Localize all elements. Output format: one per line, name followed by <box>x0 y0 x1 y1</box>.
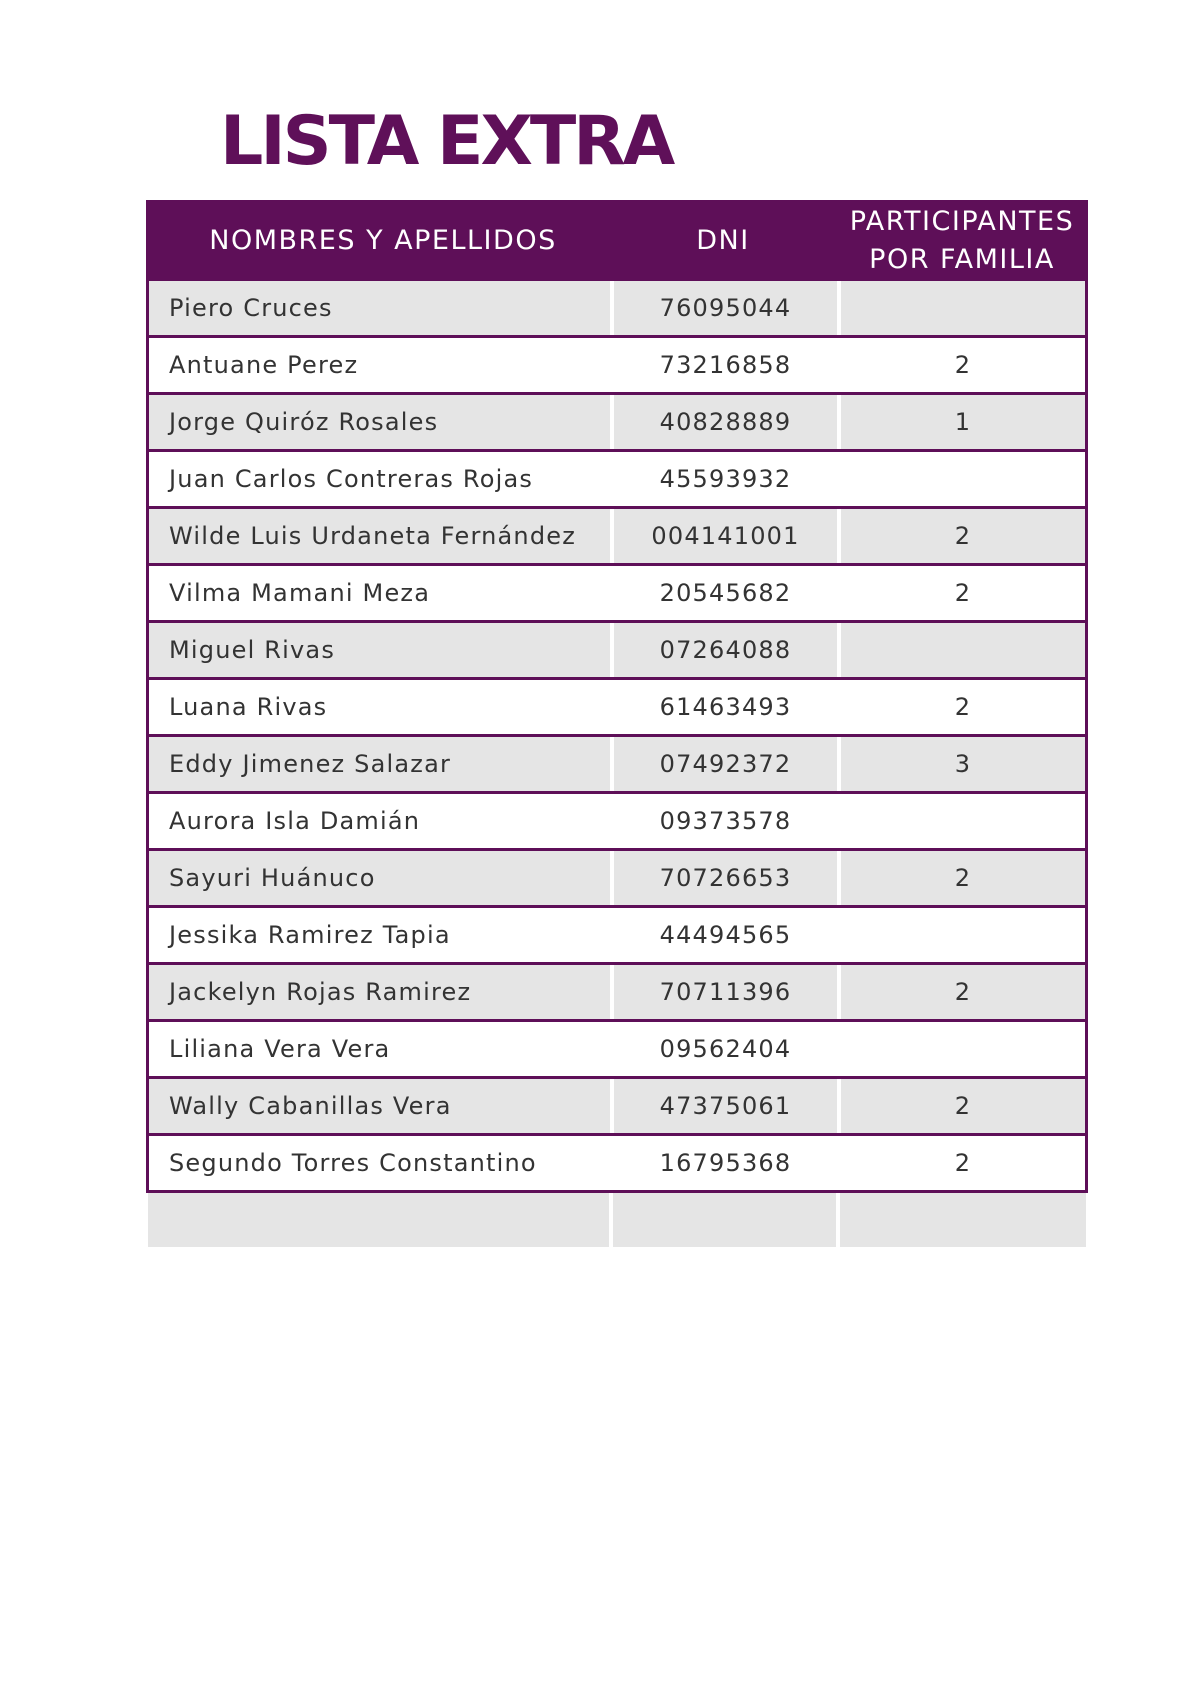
page-title: LISTA EXTRA <box>220 102 673 181</box>
table-row <box>149 566 1085 623</box>
dni-cell: 47375061 <box>610 1079 837 1133</box>
table-row <box>149 737 1085 794</box>
dni-cell: 09373578 <box>610 794 837 848</box>
participants-cell: 2 <box>837 1136 1085 1190</box>
dni-cell: 20545682 <box>610 566 837 620</box>
dni-cell: 61463493 <box>610 680 837 734</box>
dni-cell: 73216858 <box>610 338 837 392</box>
table-row <box>149 1136 1085 1193</box>
participants-cell <box>837 281 1085 335</box>
table-row <box>149 1079 1085 1136</box>
participants-cell <box>837 908 1085 962</box>
participants-cell <box>837 452 1085 506</box>
header-participants-line2: POR FAMILIA <box>869 243 1055 275</box>
dni-cell: 004141001 <box>610 509 837 563</box>
participants-table <box>146 200 1088 1247</box>
participants-cell <box>837 794 1085 848</box>
empty-dni-cell <box>609 1193 836 1247</box>
table-row <box>149 1022 1085 1079</box>
participants-cell: 2 <box>837 851 1085 905</box>
name-cell: Eddy Jimenez Salazar <box>169 750 452 778</box>
table-row <box>149 794 1085 851</box>
dni-cell: 44494565 <box>610 908 837 962</box>
dni-cell: 07492372 <box>610 737 837 791</box>
table-row <box>149 281 1085 338</box>
name-cell: Wilde Luis Urdaneta Fernández <box>169 522 577 550</box>
header-dni: DNI <box>696 224 750 256</box>
table-row <box>149 452 1085 509</box>
table-row <box>149 680 1085 737</box>
name-cell: Jorge Quiróz Rosales <box>169 408 439 436</box>
participants-cell: 2 <box>837 1079 1085 1133</box>
empty-table-row <box>148 1193 1086 1247</box>
table-row <box>149 623 1085 680</box>
dni-cell: 45593932 <box>610 452 837 506</box>
dni-cell: 70711396 <box>610 965 837 1019</box>
table-row <box>149 851 1085 908</box>
empty-participants-cell <box>836 1193 1086 1247</box>
name-cell: Piero Cruces <box>169 294 333 322</box>
dni-cell: 76095044 <box>610 281 837 335</box>
dni-cell: 09562404 <box>610 1022 837 1076</box>
participants-cell <box>837 1022 1085 1076</box>
header-participants-line1: PARTICIPANTES <box>849 205 1075 237</box>
table-header <box>146 200 1088 281</box>
table-row <box>149 395 1085 452</box>
participants-cell: 2 <box>837 680 1085 734</box>
name-cell: Vilma Mamani Meza <box>169 579 431 607</box>
dni-cell: 70726653 <box>610 851 837 905</box>
dni-cell: 07264088 <box>610 623 837 677</box>
dni-cell: 40828889 <box>610 395 837 449</box>
participants-cell <box>837 623 1085 677</box>
header-participants <box>836 200 1088 281</box>
participants-cell: 2 <box>837 338 1085 392</box>
table-body <box>146 281 1088 1193</box>
header-name: NOMBRES Y APELLIDOS <box>209 224 557 256</box>
name-cell: Jessika Ramirez Tapia <box>169 921 451 949</box>
name-cell: Luana Rivas <box>169 693 328 721</box>
name-cell: Jackelyn Rojas Ramirez <box>169 978 472 1006</box>
name-cell: Segundo Torres Constantino <box>169 1149 537 1177</box>
name-cell: Sayuri Huánuco <box>169 864 376 892</box>
table-row <box>149 965 1085 1022</box>
table-row <box>149 908 1085 965</box>
name-cell: Antuane Perez <box>169 351 359 379</box>
empty-name-cell <box>148 1193 609 1247</box>
name-cell: Juan Carlos Contreras Rojas <box>169 465 534 493</box>
table-row <box>149 509 1085 566</box>
table-row <box>149 338 1085 395</box>
participants-cell: 2 <box>837 566 1085 620</box>
name-cell: Liliana Vera Vera <box>169 1035 391 1063</box>
participants-cell: 3 <box>837 737 1085 791</box>
name-cell: Miguel Rivas <box>169 636 336 664</box>
participants-cell: 2 <box>837 965 1085 1019</box>
name-cell: Aurora Isla Damián <box>169 807 421 835</box>
name-cell: Wally Cabanillas Vera <box>169 1092 452 1120</box>
dni-cell: 16795368 <box>610 1136 837 1190</box>
participants-cell: 2 <box>837 509 1085 563</box>
participants-cell: 1 <box>837 395 1085 449</box>
